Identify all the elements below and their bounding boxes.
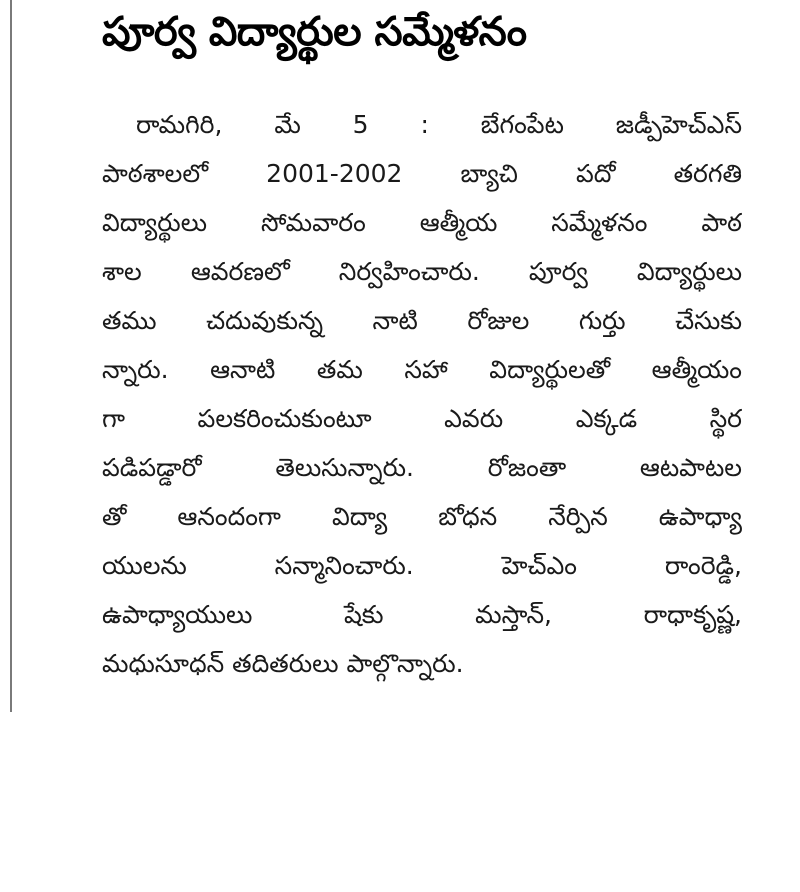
article-body-line: తో ఆనందంగా విద్యా బోధన నేర్పిన ఉపాధ్యా <box>102 502 742 531</box>
article-body <box>102 100 742 688</box>
article-body-line: న్నారు. ఆనాటి తమ సహా విద్యార్థులతో ఆత్మీయం <box>102 355 742 384</box>
article-body-line: రామగిరి, మే 5 : బేగంపేట జడ్పీహెచ్‌ఎస్ <box>136 110 742 139</box>
article-body-line: ఉపాధ్యాయులు షేకు మస్తాన్, రాధాకృష్ణ, <box>102 600 742 629</box>
article-body-line: మధుసూధన్ తదితరులు పాల్గొన్నారు. <box>102 649 464 678</box>
article-body-line: విద్యార్థులు సోమవారం ఆత్మీయ సమ్మేళనం పాఠ <box>102 208 742 237</box>
article-headline: పూర్వ విద్యార్థుల సమ్మేళనం <box>102 9 527 55</box>
article-body-line: గా పలకరించుకుంటూ ఎవరు ఎక్కడ స్థిర <box>102 404 742 433</box>
article-body-line: శాల ఆవరణలో నిర్వహించారు. పూర్వ విద్యార్థులు <box>102 257 742 286</box>
article-body-line: యులను సన్మానించారు. హెచ్‌ఎం రాంరెడ్డి, <box>102 551 742 580</box>
article-body-line: తము చదువుకున్న నాటి రోజుల గుర్తు చేసుకు <box>102 306 742 335</box>
news-article <box>102 0 742 678</box>
article-body-line: పాఠశాలలో 2001-2002 బ్యాచి పదో తరగతి <box>102 159 742 188</box>
article-body-line: పడిపడ్డారో తెలుసున్నారు. రోజంతా ఆటపాటల <box>102 453 742 482</box>
column-divider <box>10 0 12 712</box>
